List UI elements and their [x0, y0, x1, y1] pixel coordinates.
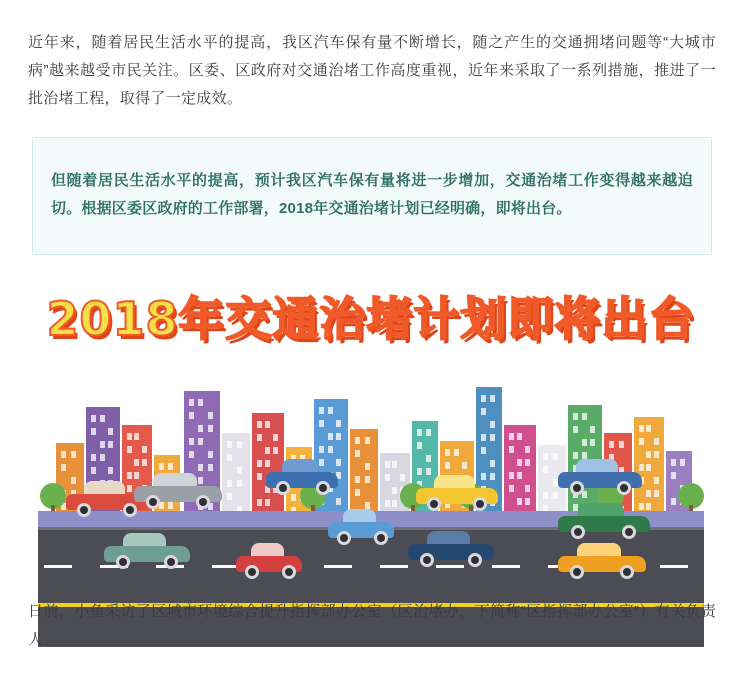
car-navy-sedan — [408, 527, 494, 567]
car-blue-van — [266, 455, 338, 495]
building-10 — [350, 429, 378, 517]
building-15 — [504, 425, 536, 517]
car-grey-sedan — [134, 469, 222, 509]
article-page — [0, 15, 742, 677]
car-lightblue-bug — [328, 505, 394, 545]
building-6 — [222, 433, 250, 517]
car-teal-truck — [104, 529, 190, 569]
car-blue-wagon — [558, 455, 642, 495]
intro-paragraph: 近年来，随着居民生活水平的提高，我区汽车保有量不断增长，随之产生的交通拥堵问题等“大城市病”越来越受市民关注。区委、区政府对交通治堵工作高度重视，近年来采取了一系列措施，推进了一批治堵工程，取得了一定成效。 — [28, 34, 716, 107]
city-traffic-illustration — [0, 277, 742, 647]
car-red-hatch — [236, 539, 302, 579]
callout-paragraph: 但随着居民生活水平的提高，预计我区汽车保有量将进一步增加，交通治堵工作变得越来越迫切。根据区委区政府的工作部署，2018年交通治堵计划已经明确，即将出台。 — [51, 172, 693, 217]
illustration-title: 2018年交通治堵计划即将出台 — [46, 292, 696, 346]
car-yellow-classic — [416, 471, 498, 511]
outro-paragraph: 日前，小鱼采访了区城市环境综合提升指挥部办公室（区治堵办，下简称“区指挥部办公室”）有关负责人。 — [28, 603, 716, 648]
highlight-callout — [32, 137, 712, 255]
car-orange-sports — [558, 539, 646, 579]
illustration-canvas — [38, 277, 704, 647]
car-green-pickup — [558, 499, 650, 539]
